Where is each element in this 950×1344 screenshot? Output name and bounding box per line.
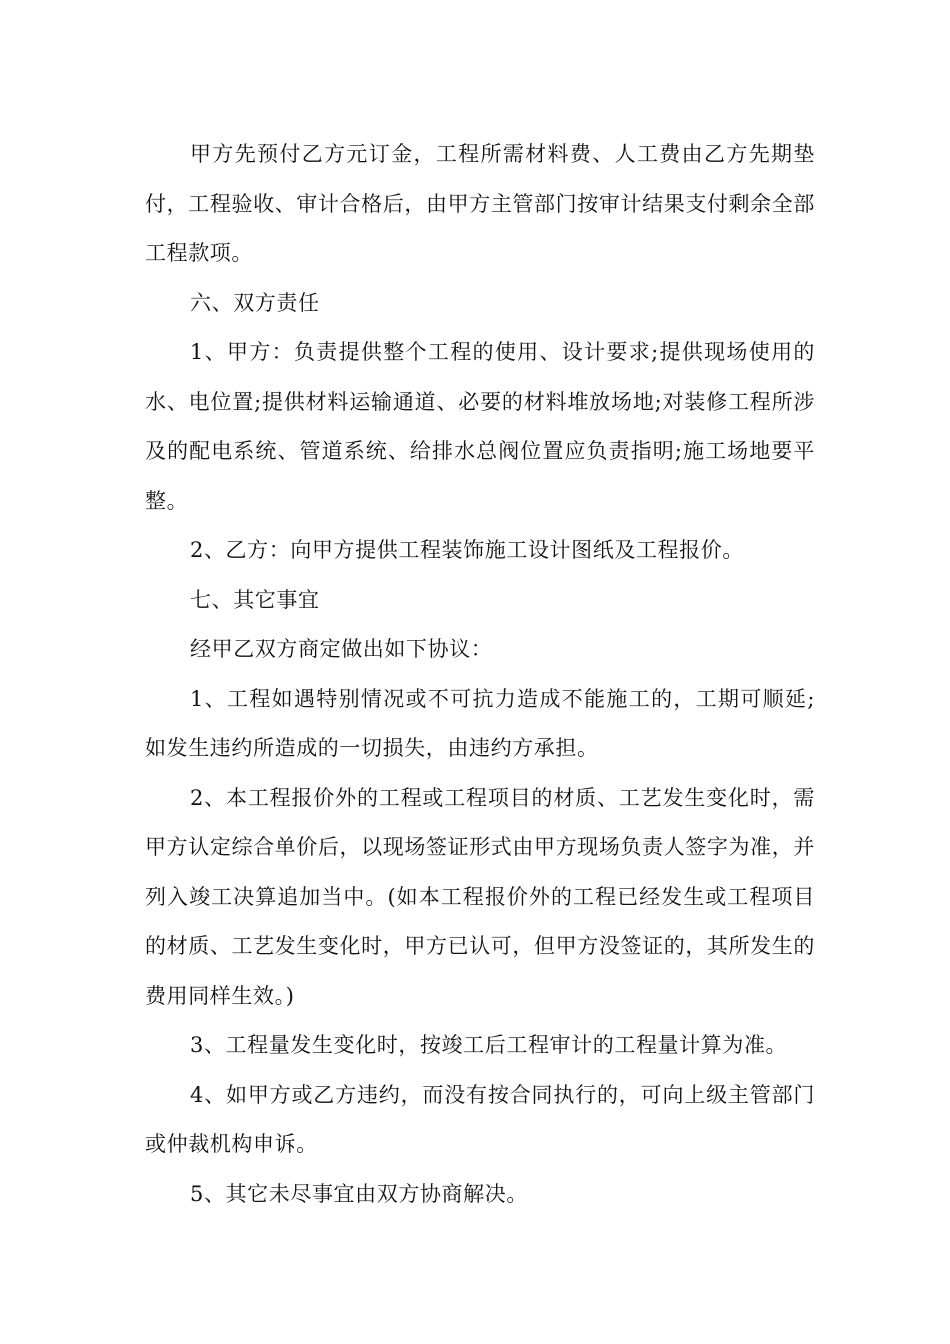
paragraph-party-b-duties: 2、乙方：向甲方提供工程装饰施工设计图纸及工程报价。: [190, 538, 744, 562]
paragraph-clause-2: 2、本工程报价外的工程或工程项目的材质、工艺发生变化时，需甲方认定综合单价后，以现场签证形式由甲方现场负责人签字为准，并列入竣工决算追加当中。(如本工程报价外的工程已经发生或工程项目的材质、工艺发生变化时，甲方已认可，但甲方没签证的，其所发生的费用同样生效。): [145, 785, 815, 1008]
paragraph-agreement-intro: 经甲乙双方商定做出如下协议：: [190, 637, 493, 661]
section-heading-responsibilities: 六、双方责任: [190, 290, 320, 315]
paragraph-clause-5: 5、其它未尽事宜由双方协商解决。: [190, 1181, 528, 1206]
paragraph-clause-4: 4、如甲方或乙方违约，而没有按合同执行的，可向上级主管部门或仲裁机构申诉。: [145, 1082, 815, 1156]
section-heading-other-matters: 七、其它事宜: [190, 587, 320, 612]
paragraph-party-a-duties: 1、甲方：负责提供整个工程的使用、设计要求;提供现场使用的水、电位置;提供材料运输通道、必要的材料堆放场地;对装修工程所涉及的配电系统、管道系统、给排水总阀位置应负责指明;施工场地要平整。: [145, 340, 815, 513]
paragraph-clause-1: 1、工程如遇特别情况或不可抗力造成不能施工的，工期可顺延;如发生违约所造成的一切损失，由违约方承担。: [145, 686, 815, 760]
paragraph-clause-3: 3、工程量发生变化时，按竣工后工程审计的工程量计算为准。: [190, 1033, 788, 1057]
paragraph-payment-terms: 甲方先预付乙方元订金，工程所需材料费、人工费由乙方先期垫付，工程验收、审计合格后，由甲方主管部门按审计结果支付剩余全部工程款项。: [145, 142, 815, 265]
document-body: [145, 130, 815, 1219]
